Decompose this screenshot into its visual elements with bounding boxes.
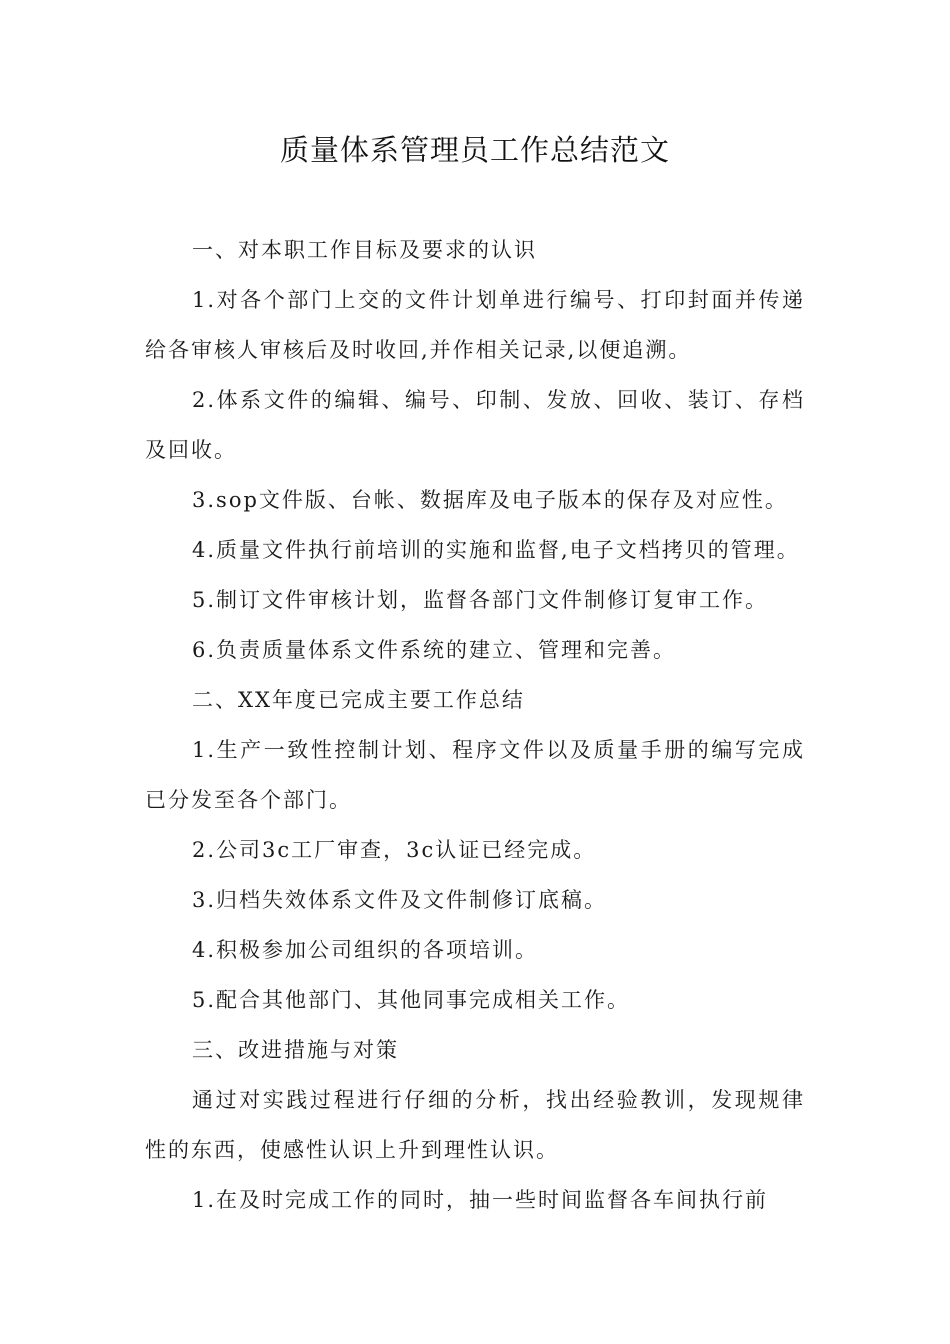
- body-paragraph: 通过对实践过程进行仔细的分析，找出经验教训，发现规律性的东西，使感性认识上升到理性认识。: [145, 1088, 805, 1162]
- list-item: 4.积极参加公司组织的各项培训。: [192, 938, 539, 962]
- list-item: 4.质量文件执行前培训的实施和监督,电子文档拷贝的管理。: [192, 538, 800, 562]
- list-item: 2.体系文件的编辑、编号、印制、发放、回收、装订、存档及回收。: [145, 388, 805, 462]
- list-item: 1.在及时完成工作的同时，抽一些时间监督各车间执行前: [192, 1188, 769, 1212]
- list-item: 3.sop文件版、台帐、数据库及电子版本的保存及对应性。: [192, 488, 788, 512]
- section-heading: 三、改进措施与对策: [192, 1038, 399, 1062]
- list-item: 3.归档失效体系文件及文件制修订底稿。: [192, 888, 608, 912]
- list-item: 2.公司3c工厂审查，3c认证已经完成。: [192, 838, 597, 862]
- section-heading: 一、对本职工作目标及要求的认识: [192, 238, 537, 262]
- section-heading: 二、XX年度已完成主要工作总结: [192, 688, 525, 712]
- list-item: 1.生产一致性控制计划、程序文件以及质量手册的编写完成已分发至各个部门。: [145, 738, 805, 812]
- list-item: 1.对各个部门上交的文件计划单进行编号、打印封面并传递给各审核人审核后及时收回,并作相关记录,以便追溯。: [145, 288, 805, 362]
- document-title: 质量体系管理员工作总结范文: [279, 133, 670, 167]
- document-body: [145, 225, 805, 1225]
- list-item: 5.配合其他部门、其他同事完成相关工作。: [192, 988, 631, 1012]
- list-item: 5.制订文件审核计划，监督各部门文件制修订复审工作。: [192, 588, 769, 612]
- list-item: 6.负责质量体系文件系统的建立、管理和完善。: [192, 638, 677, 662]
